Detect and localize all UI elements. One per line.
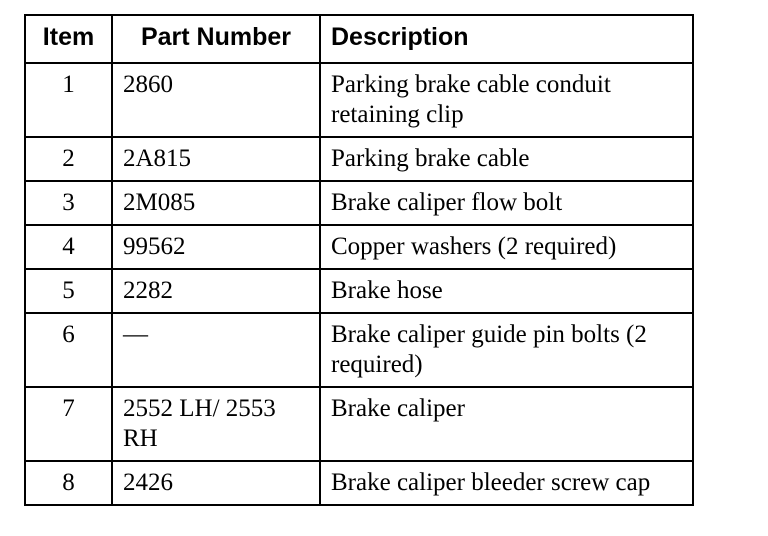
description-cell: Brake hose [320, 269, 693, 313]
table-row [25, 387, 693, 461]
description-cell: Parking brake cable conduit retaining clip [320, 63, 693, 137]
part-number-cell: 99562 [112, 225, 320, 269]
description-cell: Copper washers (2 required) [320, 225, 693, 269]
item-cell: 6 [25, 313, 112, 387]
parts-table [24, 14, 694, 506]
item-cell: 4 [25, 225, 112, 269]
description-cell: Parking brake cable [320, 137, 693, 181]
item-cell: 2 [25, 137, 112, 181]
table-row [25, 63, 693, 137]
part-number-cell: 2552 LH/ 2553 RH [112, 387, 320, 461]
table-row [25, 225, 693, 269]
table-row [25, 461, 693, 505]
part-number-cell: 2860 [112, 63, 320, 137]
header-part-number: Part Number [112, 15, 320, 63]
item-cell: 8 [25, 461, 112, 505]
description-cell: Brake caliper guide pin bolts (2 required) [320, 313, 693, 387]
item-cell: 1 [25, 63, 112, 137]
part-number-cell: 2M085 [112, 181, 320, 225]
part-number-cell: 2A815 [112, 137, 320, 181]
item-cell: 7 [25, 387, 112, 461]
description-cell: Brake caliper [320, 387, 693, 461]
description-cell: Brake caliper bleeder screw cap [320, 461, 693, 505]
table-row [25, 181, 693, 225]
header-item: Item [25, 15, 112, 63]
header-row [25, 15, 693, 63]
item-cell: 3 [25, 181, 112, 225]
table-row [25, 313, 693, 387]
part-number-cell: — [112, 313, 320, 387]
header-description: Description [320, 15, 693, 63]
table-row [25, 137, 693, 181]
item-cell: 5 [25, 269, 112, 313]
part-number-cell: 2426 [112, 461, 320, 505]
description-cell: Brake caliper flow bolt [320, 181, 693, 225]
part-number-cell: 2282 [112, 269, 320, 313]
table-row [25, 269, 693, 313]
